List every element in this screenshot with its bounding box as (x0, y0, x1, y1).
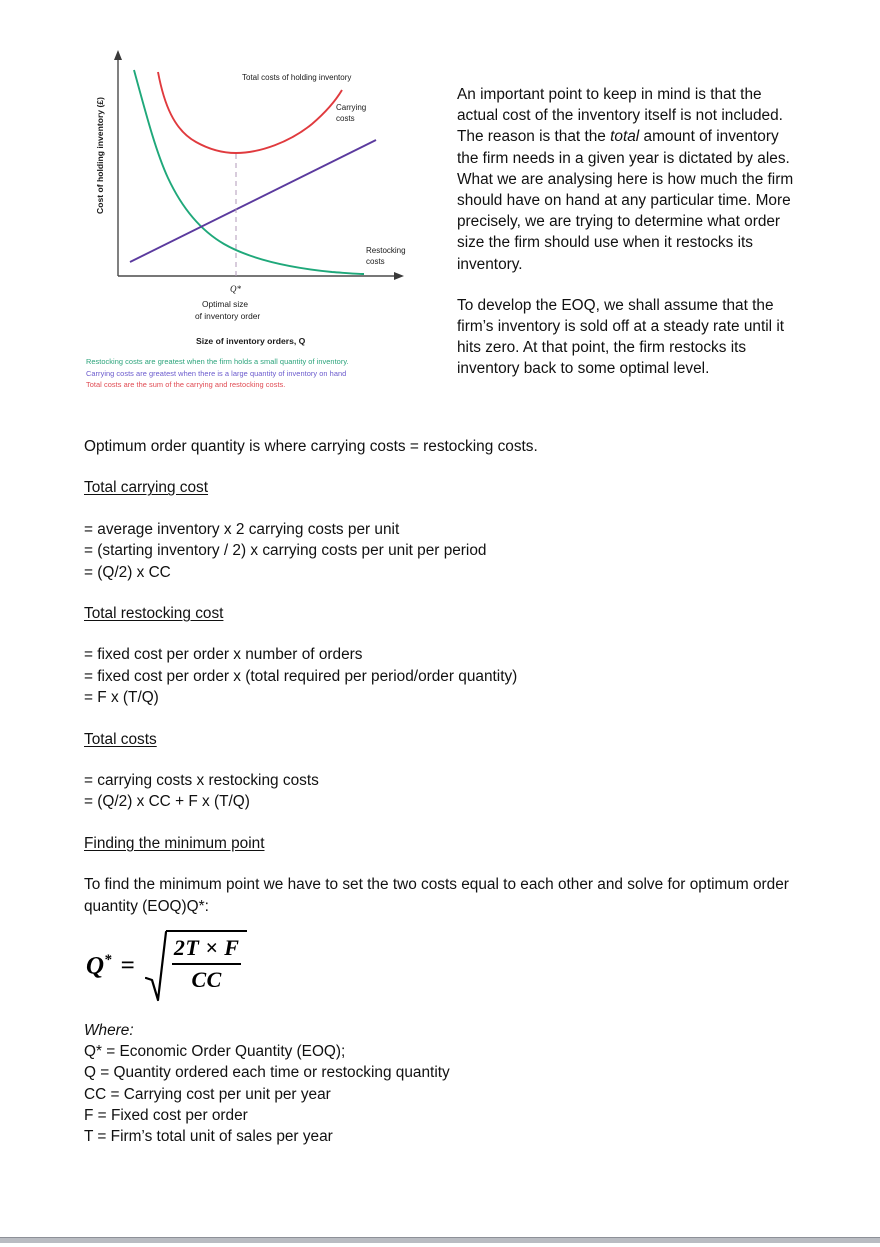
heading-total-costs: Total costs (84, 730, 157, 748)
paragraph-eoq-assumption: To develop the EOQ, we shall assume that the firm’s inventory is sold off at a steady rate until it hits zero. At that point, the firm restocks its inventory back to some optimal level. (457, 296, 785, 378)
caption-line-restocking: Restocking costs are greatest when the firm holds a small quantity of inventory. (86, 357, 349, 366)
total-line-2: = (Q/2) x CC + F x (T/Q) (84, 793, 250, 811)
heading-finding-minimum-point: Finding the minimum point (84, 834, 265, 852)
eoq-formula (86, 930, 247, 1002)
chart-xlabel: Size of inventory orders, Q (196, 336, 306, 346)
series-total-costs (158, 72, 342, 153)
bottom-divider (0, 1237, 880, 1243)
formula-radical (145, 930, 248, 1002)
where-item-cc: CC = Carrying cost per unit per year (84, 1085, 331, 1103)
series-carrying-costs (130, 140, 376, 262)
formula-numerator: 2T × F (173, 935, 240, 960)
label-carrying-costs: Carrying (336, 103, 367, 112)
caption-line-total: Total costs are the sum of the carrying and restocking costs. (86, 380, 286, 390)
where-item-f: F = Fixed cost per order (84, 1106, 248, 1124)
optimum-caption-2: of inventory order (195, 311, 261, 321)
figure-caption (86, 356, 416, 391)
where-heading: Where: (84, 1022, 134, 1039)
formula-equals-sign: = (120, 952, 135, 979)
formula-lhs (86, 952, 113, 980)
formula-lhs-superscript: * (104, 951, 113, 968)
chart-axes (114, 50, 404, 280)
body-column (84, 436, 804, 937)
chart-ylabel: Cost of holding inventory (£) (95, 97, 105, 214)
where-item-q-star: Q* = Economic Order Quantity (EOQ); (84, 1043, 346, 1061)
formula-fraction (166, 930, 248, 1002)
where-item-t: T = Firm’s total unit of sales per year (84, 1128, 333, 1146)
label-restocking-costs: Restocking (366, 246, 406, 255)
total-line-1: = carrying costs x restocking costs (84, 772, 319, 790)
carrying-line-3: = (Q/2) x CC (84, 563, 171, 581)
paragraph-1-part-b: amount of inventory the firm needs in a given year is dictated by ales. What we are analysing here is how much the firm should have on hand at any particular time. More precisely, we are trying to determine what order size the firm should use when it restocks its inventory. (457, 128, 794, 273)
eoq-chart (84, 44, 416, 354)
label-total-costs: Total costs of holding inventory (242, 73, 352, 82)
carrying-line-1: = average inventory x 2 carrying costs per unit (84, 520, 400, 538)
eoq-figure (84, 44, 416, 406)
paragraph-inventory-cost (457, 84, 799, 275)
carrying-cost-formula-lines (84, 519, 804, 583)
optimum-caption-1: Optimal size (202, 299, 249, 309)
heading-total-carrying-cost: Total carrying cost (84, 479, 209, 497)
paragraph-1-part-a: An important point to keep in mind is that the actual cost of the inventory itself is not included. The reason is that the (457, 86, 783, 146)
formula-lhs-symbol: Q (86, 952, 105, 980)
caption-line-carrying: Carrying costs are greatest when there is a large quantity of inventory on hand (86, 368, 347, 378)
intro-line: Optimum order quantity is where carrying costs = restocking costs. (84, 438, 538, 455)
svg-text:costs: costs (366, 257, 385, 266)
square-root-icon (145, 930, 167, 1002)
formula-denominator: CC (191, 967, 222, 992)
restocking-line-3: = F x (T/Q) (84, 689, 159, 707)
svg-text:costs: costs (336, 114, 355, 123)
total-cost-formula-lines (84, 770, 804, 813)
carrying-line-2: = (starting inventory / 2) x carrying costs per unit per period (84, 542, 487, 560)
right-column-text (457, 84, 799, 380)
restocking-cost-formula-lines (84, 644, 804, 708)
optimum-marker-label: Q* (230, 284, 241, 294)
minimum-point-paragraph: To find the minimum point we have to set the two costs equal to each other and solve for optimum order quantity (EOQ)Q*: (84, 876, 789, 915)
restocking-line-1: = fixed cost per order x number of orders (84, 646, 363, 664)
where-item-q: Q = Quantity ordered each time or restocking quantity (84, 1064, 450, 1082)
where-definitions (84, 1020, 684, 1147)
restocking-line-2: = fixed cost per order x (total required per period/order quantity) (84, 667, 518, 685)
heading-total-restocking-cost: Total restocking cost (84, 605, 224, 623)
paragraph-1-emphasis: total (610, 128, 640, 146)
